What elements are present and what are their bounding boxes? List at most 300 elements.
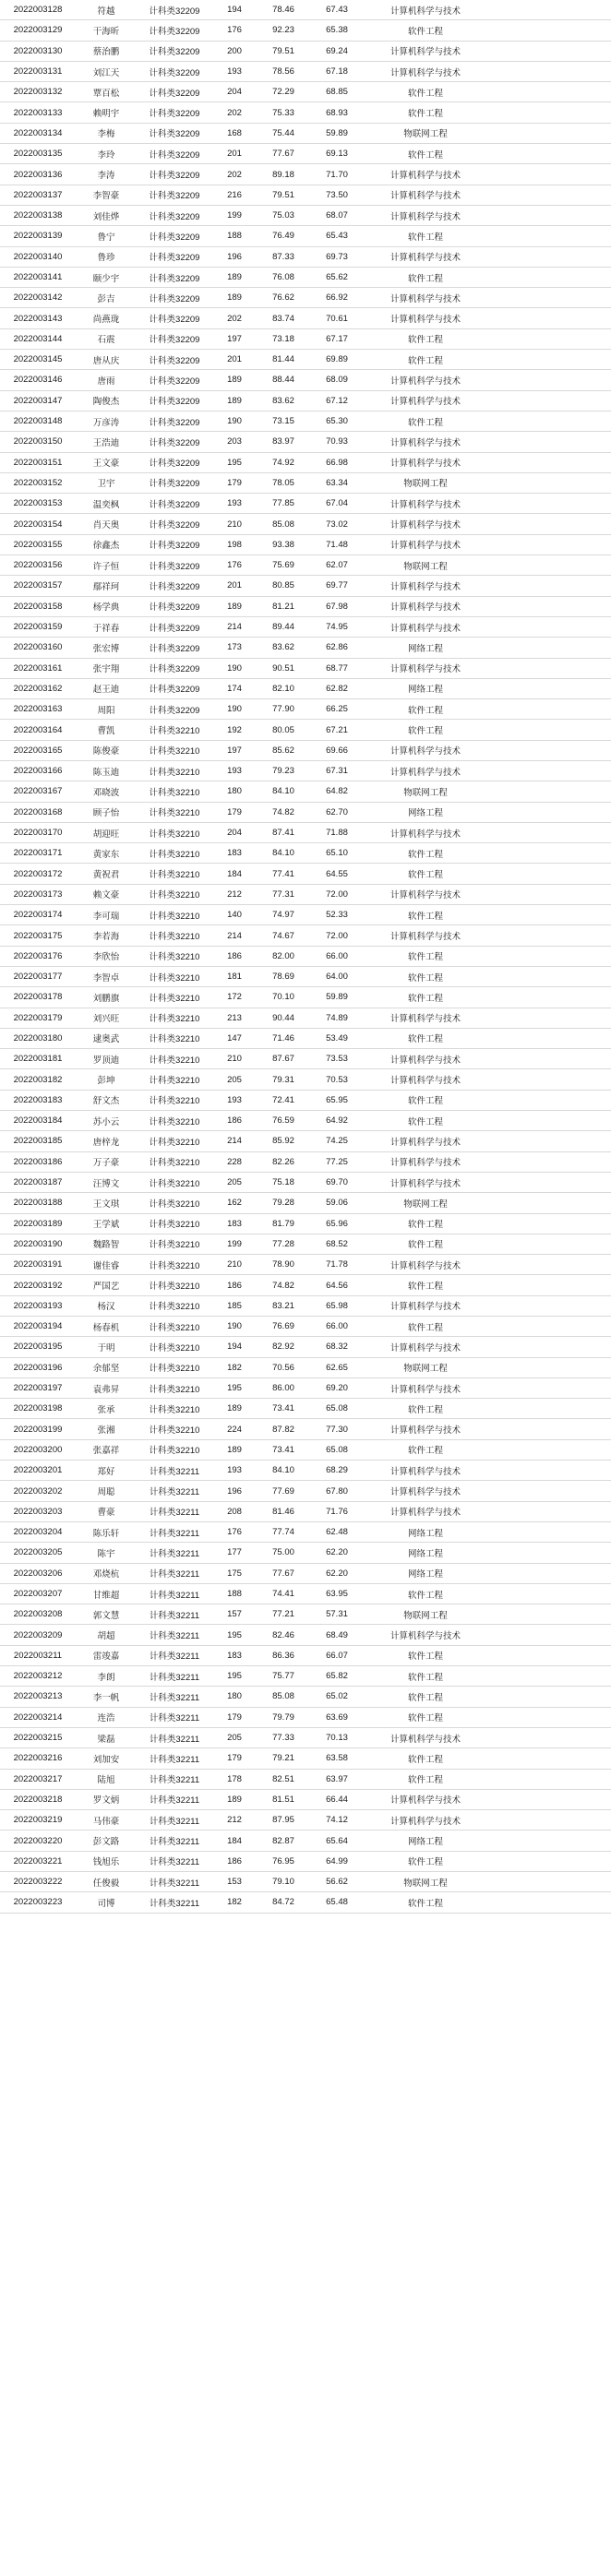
major: 软件工程 <box>364 1769 487 1789</box>
student-name: 杨春机 <box>76 1317 137 1337</box>
row-spacer <box>487 720 611 740</box>
score-1: 79.51 <box>257 41 310 61</box>
rank: 182 <box>212 1892 257 1913</box>
score-1: 83.62 <box>257 638 310 658</box>
student-name: 梁磊 <box>76 1727 137 1747</box>
table-row <box>0 432 611 452</box>
student-id: 2022003163 <box>0 699 76 720</box>
student-id: 2022003191 <box>0 1255 76 1275</box>
student-id: 2022003215 <box>0 1727 76 1747</box>
class-name: 计科类32211 <box>137 1707 212 1727</box>
table-row <box>0 328 611 349</box>
score-1: 76.49 <box>257 226 310 246</box>
score-2: 64.99 <box>310 1851 364 1871</box>
score-2: 66.00 <box>310 1317 364 1337</box>
class-name: 计科类32210 <box>137 1193 212 1213</box>
major: 软件工程 <box>364 1213 487 1234</box>
student-id: 2022003155 <box>0 534 76 555</box>
row-spacer <box>487 802 611 822</box>
score-2: 66.07 <box>310 1645 364 1665</box>
table-row <box>0 781 611 802</box>
student-id: 2022003203 <box>0 1501 76 1521</box>
major: 软件工程 <box>364 987 487 1008</box>
student-name: 王文豪 <box>76 452 137 472</box>
rank: 190 <box>212 1317 257 1337</box>
student-id: 2022003177 <box>0 966 76 986</box>
class-name: 计科类32209 <box>137 514 212 534</box>
row-spacer <box>487 123 611 143</box>
table-row <box>0 884 611 904</box>
score-2: 62.48 <box>310 1521 364 1542</box>
row-spacer <box>487 1008 611 1028</box>
table-row <box>0 1666 611 1687</box>
score-2: 62.65 <box>310 1357 364 1377</box>
class-name: 计科类32210 <box>137 1131 212 1151</box>
rank: 213 <box>212 1008 257 1028</box>
score-1: 76.62 <box>257 288 310 308</box>
table-row <box>0 1481 611 1501</box>
student-id: 2022003200 <box>0 1439 76 1460</box>
rank: 189 <box>212 1439 257 1460</box>
student-name: 张嘉祥 <box>76 1439 137 1460</box>
score-1: 78.69 <box>257 966 310 986</box>
student-name: 李朗 <box>76 1666 137 1687</box>
class-name: 计科类32209 <box>137 308 212 328</box>
student-id: 2022003158 <box>0 596 76 616</box>
table-row <box>0 1439 611 1460</box>
row-spacer <box>487 144 611 164</box>
major: 计算机科学与技术 <box>364 1295 487 1316</box>
score-1: 70.10 <box>257 987 310 1008</box>
table-row <box>0 1131 611 1151</box>
student-id: 2022003136 <box>0 164 76 185</box>
major: 计算机科学与技术 <box>364 576 487 596</box>
student-name: 胡超 <box>76 1625 137 1645</box>
student-id: 2022003161 <box>0 658 76 678</box>
student-id: 2022003201 <box>0 1461 76 1481</box>
score-2: 68.32 <box>310 1337 364 1357</box>
table-row <box>0 1687 611 1707</box>
student-name: 连浩 <box>76 1707 137 1727</box>
major: 网络工程 <box>364 802 487 822</box>
row-spacer <box>487 1439 611 1460</box>
major: 计算机科学与技术 <box>364 925 487 946</box>
score-2: 65.10 <box>310 843 364 864</box>
row-spacer <box>487 1831 611 1851</box>
table-row <box>0 1295 611 1316</box>
score-2: 70.93 <box>310 432 364 452</box>
score-1: 77.67 <box>257 1563 310 1583</box>
rank: 179 <box>212 472 257 493</box>
student-name: 余郁坚 <box>76 1357 137 1377</box>
major: 计算机科学与技术 <box>364 452 487 472</box>
score-2: 64.55 <box>310 864 364 884</box>
student-name: 赖明宇 <box>76 102 137 123</box>
score-2: 68.07 <box>310 205 364 225</box>
class-name: 计科类32210 <box>137 864 212 884</box>
student-name: 王学斌 <box>76 1213 137 1234</box>
row-spacer <box>487 1172 611 1192</box>
score-2: 67.17 <box>310 328 364 349</box>
student-name: 张承 <box>76 1399 137 1419</box>
score-1: 80.85 <box>257 576 310 596</box>
score-1: 77.21 <box>257 1604 310 1625</box>
score-1: 82.26 <box>257 1151 310 1172</box>
score-2: 56.62 <box>310 1872 364 1892</box>
rank: 157 <box>212 1604 257 1625</box>
score-2: 71.48 <box>310 534 364 555</box>
table-row <box>0 1645 611 1665</box>
student-name: 胡迎旺 <box>76 822 137 842</box>
rank: 192 <box>212 720 257 740</box>
table-row <box>0 616 611 637</box>
row-spacer <box>487 555 611 576</box>
class-name: 计科类32209 <box>137 411 212 431</box>
table-row <box>0 1008 611 1028</box>
class-name: 计科类32209 <box>137 494 212 514</box>
score-1: 84.10 <box>257 781 310 802</box>
rank: 193 <box>212 760 257 781</box>
student-name: 逮奥武 <box>76 1028 137 1048</box>
class-name: 计科类32210 <box>137 1337 212 1357</box>
major: 物联网工程 <box>364 555 487 576</box>
student-id: 2022003222 <box>0 1872 76 1892</box>
rank: 210 <box>212 1049 257 1069</box>
rank: 172 <box>212 987 257 1008</box>
student-name: 张宏博 <box>76 638 137 658</box>
score-1: 79.23 <box>257 760 310 781</box>
major: 计算机科学与技术 <box>364 41 487 61</box>
major: 网络工程 <box>364 1831 487 1851</box>
major: 物联网工程 <box>364 781 487 802</box>
score-1: 85.08 <box>257 1687 310 1707</box>
row-spacer <box>487 781 611 802</box>
score-1: 75.44 <box>257 123 310 143</box>
student-name: 陶俊杰 <box>76 390 137 411</box>
student-name: 张湘 <box>76 1419 137 1439</box>
student-id: 2022003143 <box>0 308 76 328</box>
major: 计算机科学与技术 <box>364 432 487 452</box>
student-name: 刘佳烨 <box>76 205 137 225</box>
major: 软件工程 <box>364 350 487 370</box>
table-row <box>0 905 611 925</box>
major: 软件工程 <box>364 1439 487 1460</box>
major: 软件工程 <box>364 966 487 986</box>
class-name: 计科类32210 <box>137 1439 212 1460</box>
score-2: 68.49 <box>310 1625 364 1645</box>
student-id: 2022003168 <box>0 802 76 822</box>
table-row <box>0 472 611 493</box>
row-spacer <box>487 452 611 472</box>
score-2: 72.00 <box>310 925 364 946</box>
row-spacer <box>487 864 611 884</box>
score-1: 76.59 <box>257 1111 310 1131</box>
major: 计算机科学与技术 <box>364 246 487 267</box>
score-2: 62.70 <box>310 802 364 822</box>
table-row <box>0 987 611 1008</box>
student-name: 鲁宁 <box>76 226 137 246</box>
student-id: 2022003162 <box>0 678 76 698</box>
score-2: 68.77 <box>310 658 364 678</box>
student-name: 尚燕珑 <box>76 308 137 328</box>
student-name: 唐雨 <box>76 370 137 390</box>
student-name: 赖文豪 <box>76 884 137 904</box>
score-1: 83.74 <box>257 308 310 328</box>
score-2: 59.89 <box>310 123 364 143</box>
student-name: 汪博文 <box>76 1172 137 1192</box>
score-1: 70.56 <box>257 1357 310 1377</box>
student-id: 2022003198 <box>0 1399 76 1419</box>
row-spacer <box>487 1892 611 1913</box>
rank: 214 <box>212 925 257 946</box>
major: 计算机科学与技术 <box>364 740 487 760</box>
major: 软件工程 <box>364 82 487 102</box>
rank: 216 <box>212 185 257 205</box>
student-name: 石震 <box>76 328 137 349</box>
score-2: 65.08 <box>310 1439 364 1460</box>
class-name: 计科类32211 <box>137 1501 212 1521</box>
table-row <box>0 102 611 123</box>
score-1: 73.18 <box>257 328 310 349</box>
student-id: 2022003190 <box>0 1234 76 1254</box>
row-spacer <box>487 20 611 41</box>
score-1: 87.82 <box>257 1419 310 1439</box>
student-name: 卫宇 <box>76 472 137 493</box>
student-name: 谢佳睿 <box>76 1255 137 1275</box>
student-name: 覃百松 <box>76 82 137 102</box>
student-id: 2022003218 <box>0 1789 76 1809</box>
student-id: 2022003151 <box>0 452 76 472</box>
table-row <box>0 720 611 740</box>
row-spacer <box>487 61 611 81</box>
student-id: 2022003209 <box>0 1625 76 1645</box>
student-name: 魏路智 <box>76 1234 137 1254</box>
student-id: 2022003153 <box>0 494 76 514</box>
row-spacer <box>487 1481 611 1501</box>
row-spacer <box>487 1234 611 1254</box>
rank: 204 <box>212 82 257 102</box>
row-spacer <box>487 1461 611 1481</box>
student-id: 2022003137 <box>0 185 76 205</box>
major: 计算机科学与技术 <box>364 760 487 781</box>
score-1: 81.21 <box>257 596 310 616</box>
row-spacer <box>487 905 611 925</box>
student-id: 2022003129 <box>0 20 76 41</box>
score-1: 87.95 <box>257 1810 310 1831</box>
score-2: 65.98 <box>310 1295 364 1316</box>
class-name: 计科类32210 <box>137 760 212 781</box>
score-2: 65.43 <box>310 226 364 246</box>
score-1: 89.18 <box>257 164 310 185</box>
score-1: 77.90 <box>257 699 310 720</box>
score-1: 77.41 <box>257 864 310 884</box>
student-id: 2022003159 <box>0 616 76 637</box>
student-id: 2022003154 <box>0 514 76 534</box>
student-id: 2022003156 <box>0 555 76 576</box>
student-name: 舒文杰 <box>76 1090 137 1110</box>
class-name: 计科类32209 <box>137 452 212 472</box>
rank: 188 <box>212 226 257 246</box>
student-id: 2022003178 <box>0 987 76 1008</box>
score-1: 92.23 <box>257 20 310 41</box>
class-name: 计科类32210 <box>137 1172 212 1192</box>
major: 计算机科学与技术 <box>364 164 487 185</box>
score-2: 65.96 <box>310 1213 364 1234</box>
class-name: 计科类32210 <box>137 1399 212 1419</box>
rank: 186 <box>212 1111 257 1131</box>
rank: 177 <box>212 1543 257 1563</box>
major: 计算机科学与技术 <box>364 308 487 328</box>
score-2: 64.56 <box>310 1275 364 1295</box>
table-row <box>0 1377 611 1398</box>
student-name: 陈乐轩 <box>76 1521 137 1542</box>
class-name: 计科类32209 <box>137 432 212 452</box>
rank: 193 <box>212 61 257 81</box>
score-2: 68.09 <box>310 370 364 390</box>
score-1: 82.46 <box>257 1625 310 1645</box>
score-2: 73.50 <box>310 185 364 205</box>
score-2: 72.00 <box>310 884 364 904</box>
major: 物联网工程 <box>364 1357 487 1377</box>
major: 计算机科学与技术 <box>364 514 487 534</box>
rank: 153 <box>212 1872 257 1892</box>
class-name: 计科类32209 <box>137 350 212 370</box>
student-id: 2022003139 <box>0 226 76 246</box>
score-1: 73.41 <box>257 1439 310 1460</box>
rank: 147 <box>212 1028 257 1048</box>
student-id: 2022003167 <box>0 781 76 802</box>
student-id: 2022003212 <box>0 1666 76 1687</box>
score-1: 78.90 <box>257 1255 310 1275</box>
student-id: 2022003196 <box>0 1357 76 1377</box>
score-1: 81.46 <box>257 1501 310 1521</box>
score-2: 67.98 <box>310 596 364 616</box>
score-2: 67.21 <box>310 720 364 740</box>
class-name: 计科类32209 <box>137 267 212 287</box>
rank: 197 <box>212 328 257 349</box>
table-row <box>0 123 611 143</box>
score-2: 67.80 <box>310 1481 364 1501</box>
score-1: 77.67 <box>257 144 310 164</box>
score-1: 71.46 <box>257 1028 310 1048</box>
major: 软件工程 <box>364 328 487 349</box>
major: 计算机科学与技术 <box>364 288 487 308</box>
student-name: 万子豪 <box>76 1151 137 1172</box>
score-1: 87.41 <box>257 822 310 842</box>
student-id: 2022003194 <box>0 1317 76 1337</box>
student-name: 周阳 <box>76 699 137 720</box>
table-row <box>0 1727 611 1747</box>
rank: 199 <box>212 1234 257 1254</box>
student-id: 2022003165 <box>0 740 76 760</box>
major: 计算机科学与技术 <box>364 1481 487 1501</box>
student-name: 李智卓 <box>76 966 137 986</box>
class-name: 计科类32210 <box>137 781 212 802</box>
score-1: 75.00 <box>257 1543 310 1563</box>
major: 计算机科学与技术 <box>364 1377 487 1398</box>
student-id: 2022003214 <box>0 1707 76 1727</box>
student-id: 2022003146 <box>0 370 76 390</box>
major: 软件工程 <box>364 144 487 164</box>
table-row <box>0 1872 611 1892</box>
student-id: 2022003216 <box>0 1748 76 1769</box>
score-2: 69.66 <box>310 740 364 760</box>
class-name: 计科类32211 <box>137 1461 212 1481</box>
score-1: 74.41 <box>257 1583 310 1604</box>
score-2: 62.86 <box>310 638 364 658</box>
table-row <box>0 411 611 431</box>
score-2: 67.43 <box>310 0 364 20</box>
table-row <box>0 20 611 41</box>
score-2: 77.25 <box>310 1151 364 1172</box>
major: 网络工程 <box>364 1521 487 1542</box>
class-name: 计科类32209 <box>137 61 212 81</box>
student-name: 唐梓龙 <box>76 1131 137 1151</box>
score-1: 74.92 <box>257 452 310 472</box>
table-row <box>0 1049 611 1069</box>
score-2: 66.44 <box>310 1789 364 1809</box>
score-1: 83.62 <box>257 390 310 411</box>
rank: 176 <box>212 20 257 41</box>
table-row <box>0 864 611 884</box>
rank: 195 <box>212 1666 257 1687</box>
class-name: 计科类32209 <box>137 699 212 720</box>
rank: 194 <box>212 1337 257 1357</box>
class-name: 计科类32209 <box>137 102 212 123</box>
score-1: 86.36 <box>257 1645 310 1665</box>
major: 计算机科学与技术 <box>364 1810 487 1831</box>
table-row <box>0 802 611 822</box>
student-id: 2022003130 <box>0 41 76 61</box>
row-spacer <box>487 432 611 452</box>
student-id: 2022003132 <box>0 82 76 102</box>
score-2: 64.82 <box>310 781 364 802</box>
student-id: 2022003150 <box>0 432 76 452</box>
rank: 190 <box>212 658 257 678</box>
rank: 214 <box>212 1131 257 1151</box>
row-spacer <box>487 1769 611 1789</box>
student-name: 彭文路 <box>76 1831 137 1851</box>
table-row <box>0 760 611 781</box>
score-2: 71.76 <box>310 1501 364 1521</box>
row-spacer <box>487 1090 611 1110</box>
class-name: 计科类32210 <box>137 1049 212 1069</box>
row-spacer <box>487 1543 611 1563</box>
student-id: 2022003183 <box>0 1090 76 1110</box>
class-name: 计科类32209 <box>137 328 212 349</box>
table-row <box>0 1892 611 1913</box>
score-2: 62.20 <box>310 1543 364 1563</box>
rank: 201 <box>212 576 257 596</box>
score-1: 79.21 <box>257 1748 310 1769</box>
table-row <box>0 514 611 534</box>
row-spacer <box>487 328 611 349</box>
row-spacer <box>487 884 611 904</box>
rank: 182 <box>212 1357 257 1377</box>
table-row <box>0 82 611 102</box>
score-2: 68.52 <box>310 1234 364 1254</box>
student-name: 袁弗昇 <box>76 1377 137 1398</box>
student-id: 2022003217 <box>0 1769 76 1789</box>
major: 软件工程 <box>364 1234 487 1254</box>
rank: 184 <box>212 864 257 884</box>
row-spacer <box>487 946 611 966</box>
student-name: 罗文炳 <box>76 1789 137 1809</box>
table-row <box>0 0 611 20</box>
row-spacer <box>487 596 611 616</box>
student-name: 温奕枫 <box>76 494 137 514</box>
score-2: 67.12 <box>310 390 364 411</box>
